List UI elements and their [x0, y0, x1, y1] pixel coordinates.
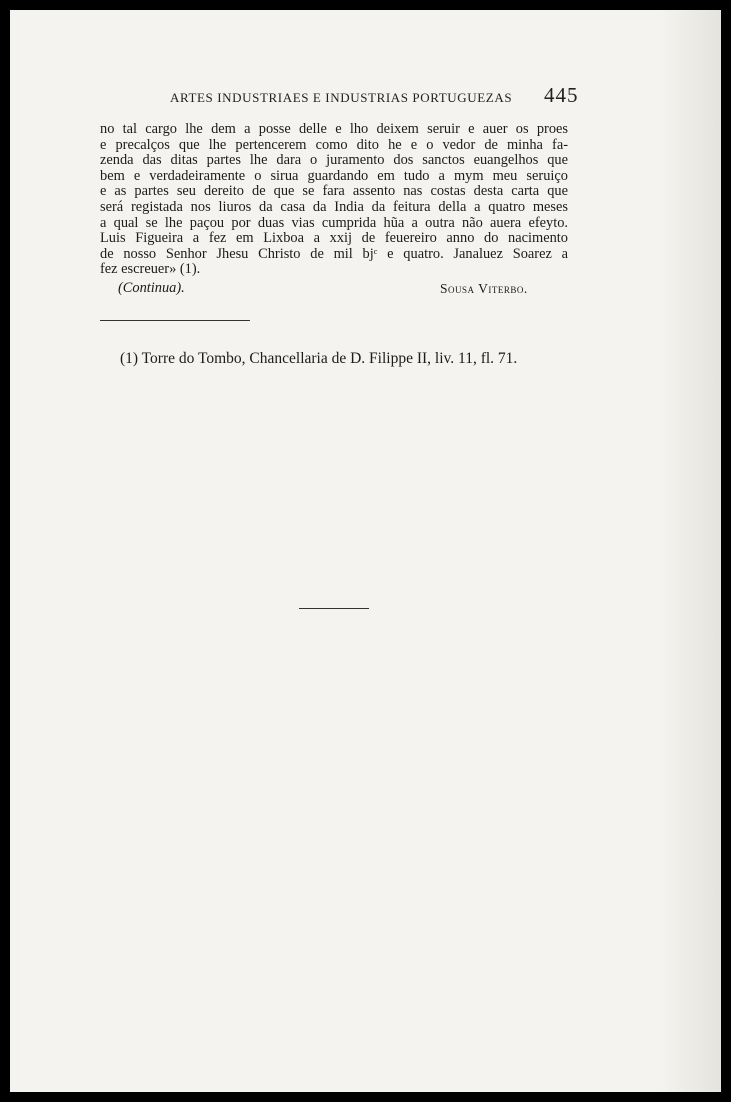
- running-title: ARTES INDUSTRIAES E INDUSTRIAS PORTUGUEZAS: [170, 90, 513, 105]
- continua-note: (Continua).: [118, 280, 185, 296]
- running-header: [10, 85, 721, 111]
- footnote: (1) Torre do Tombo, Chancellaria de D. Filippe II, liv. 11, fl. 71.: [120, 350, 518, 367]
- body-line: de nosso Senhor Jhesu Christo de mil bjᶜ e quatro. Janaluez Soarez a: [100, 245, 568, 262]
- body-line: bem e verdadeiramente o sirua guardando em tudo a mym meu seruiço: [100, 167, 568, 184]
- body-line: e precalços que lhe pertencerem como dito he e o vedor de minha fa-: [100, 136, 568, 153]
- body-line: zenda das ditas partes lhe dara o juramento dos sanctos euangelhos que: [100, 152, 568, 169]
- signoff: [10, 280, 721, 300]
- body-line: Luis Figueira a fez em Lixboa a xxij de feuereiro anno do nacimento: [100, 230, 568, 247]
- body-line: a qual se lhe paçou por duas vias cumprida hũa a outra não auera efeyto.: [100, 214, 568, 231]
- body-line: e as partes seu dereito de que se fara assento nas costas desta carta que: [100, 183, 568, 200]
- footnote-divider: [100, 320, 250, 321]
- body-line: no tal cargo lhe dem a posse delle e lho deixem seruir e auer os proes: [100, 121, 568, 137]
- end-rule: [299, 608, 369, 609]
- page-number: 445: [544, 83, 579, 107]
- body-line: fez escreuer» (1).: [100, 261, 201, 278]
- author-signature: Sousa Viterbo.: [440, 281, 528, 296]
- page-shadow: [661, 10, 721, 1092]
- body-paragraph: [100, 122, 568, 278]
- document-page: [10, 10, 721, 1092]
- body-line: será registada nos liuros da casa da India da feitura della a quatro meses: [100, 198, 568, 215]
